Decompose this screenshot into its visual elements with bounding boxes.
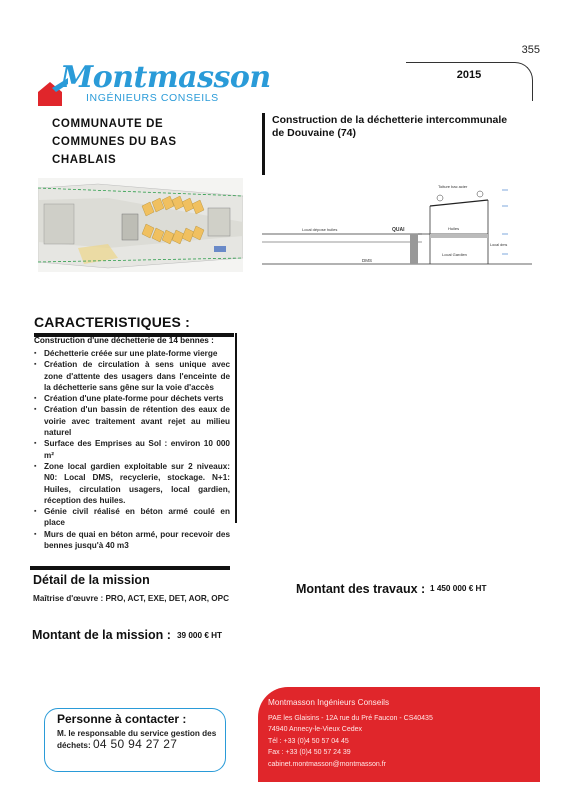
- list-item: ▪ Murs de quai en béton armé, pour recevoir des bennes jusqu'à 40 m3: [34, 529, 230, 552]
- address-email[interactable]: cabinet.montmasson@montmasson.fr: [268, 760, 386, 768]
- mission-rule: [30, 566, 230, 570]
- client-line: COMMUNAUTE DE: [52, 118, 164, 130]
- company-address: [268, 713, 433, 770]
- client-line: CHABLAIS: [52, 154, 117, 166]
- characteristics-subheading: Construction d'une déchetterie de 14 bennes :: [34, 336, 214, 345]
- contact-description: M. le responsable du service gestion des déchets:: [57, 729, 217, 750]
- list-item: ▪ Surface des Emprises au Sol : environ 10 000 m²: [34, 438, 230, 461]
- mission-amount-label: Montant de la mission :: [32, 628, 171, 642]
- address-line: PAE les Glaisins - 12A rue du Pré Faucon - CS40435: [268, 715, 433, 722]
- label-huiles: Huiles: [448, 226, 460, 231]
- site-plan-image: [38, 178, 243, 272]
- client-line: COMMUNES DU BAS: [52, 136, 177, 148]
- address-phone: Tél : +33 (0)4 50 57 04 45: [268, 737, 349, 745]
- list-item: ▪ Création de circulation à sens unique avec zone d'attente des usagers dans l'enceinte de la déchetterie sans gêne sur la voie d'accès: [34, 359, 230, 393]
- characteristics-side-rule: [235, 333, 237, 523]
- mission-amount-value: 39 000 € HT: [177, 631, 223, 640]
- list-item: ▪ Zone local gardien exploitable sur 2 niveaux: N0: Local DMS, recyclerie, stockage. N+1: Huiles, circulation usagers, local gardien, réception des huiles.: [34, 461, 230, 506]
- contact-details: [57, 728, 222, 751]
- characteristics-heading: CARACTERISTIQUES :: [34, 314, 191, 330]
- characteristics-list: [34, 348, 230, 551]
- company-logo: [38, 60, 271, 108]
- list-item: ▪ Génie civil réalisé en béton armé coulé en place: [34, 506, 230, 529]
- company-name: Montmasson Ingénieurs Conseils: [268, 698, 390, 707]
- page-number: 355: [521, 44, 540, 56]
- label-quai: QUAI: [392, 227, 405, 233]
- label-local-depose: Local dépose huiles: [302, 227, 338, 232]
- label-dms: DMS: [362, 258, 372, 263]
- mission-heading: Détail de la mission: [33, 573, 150, 587]
- address-fax: Fax : +33 (0)4 50 57 24 39: [268, 749, 351, 757]
- list-item: ▪ Création d'une plate-forme pour déchets verts: [34, 393, 230, 404]
- title-accent-bar: [262, 113, 265, 175]
- list-item: ▪ Création d'un bassin de rétention des eaux de voirie avec traitement avant rejet au milieu naturel: [34, 404, 230, 438]
- logo-wordmark: Montmasson: [60, 60, 271, 95]
- year-box: [406, 62, 533, 101]
- logo-subtitle: INGÉNIEURS CONSEILS: [86, 92, 219, 104]
- client-name: [52, 115, 232, 169]
- mission-description: Maîtrise d'œuvre : PRO, ACT, EXE, DET, AOR, OPC: [33, 594, 230, 603]
- section-drawing-image: [262, 178, 532, 272]
- label-local-dms: Local dms: [490, 243, 508, 247]
- contact-heading: Personne à contacter :: [57, 712, 187, 726]
- works-amount-label: Montant des travaux :: [296, 582, 426, 596]
- label-local-gardien: Local Gardien: [442, 252, 467, 257]
- works-amount-value: 1 450 000 € HT: [430, 584, 487, 593]
- project-year: 2015: [456, 69, 482, 81]
- label-toiture: Toiture bac acier: [438, 184, 468, 189]
- address-line: 74940 Annecy-le-Vieux Cedex: [268, 726, 363, 734]
- list-item: ▪ Déchetterie créée sur une plate-forme vierge: [34, 348, 230, 359]
- contact-phone: 04 50 94 27 27: [92, 737, 178, 751]
- project-title: Construction de la déchetterie intercommunale de Douvaine (74): [272, 114, 508, 139]
